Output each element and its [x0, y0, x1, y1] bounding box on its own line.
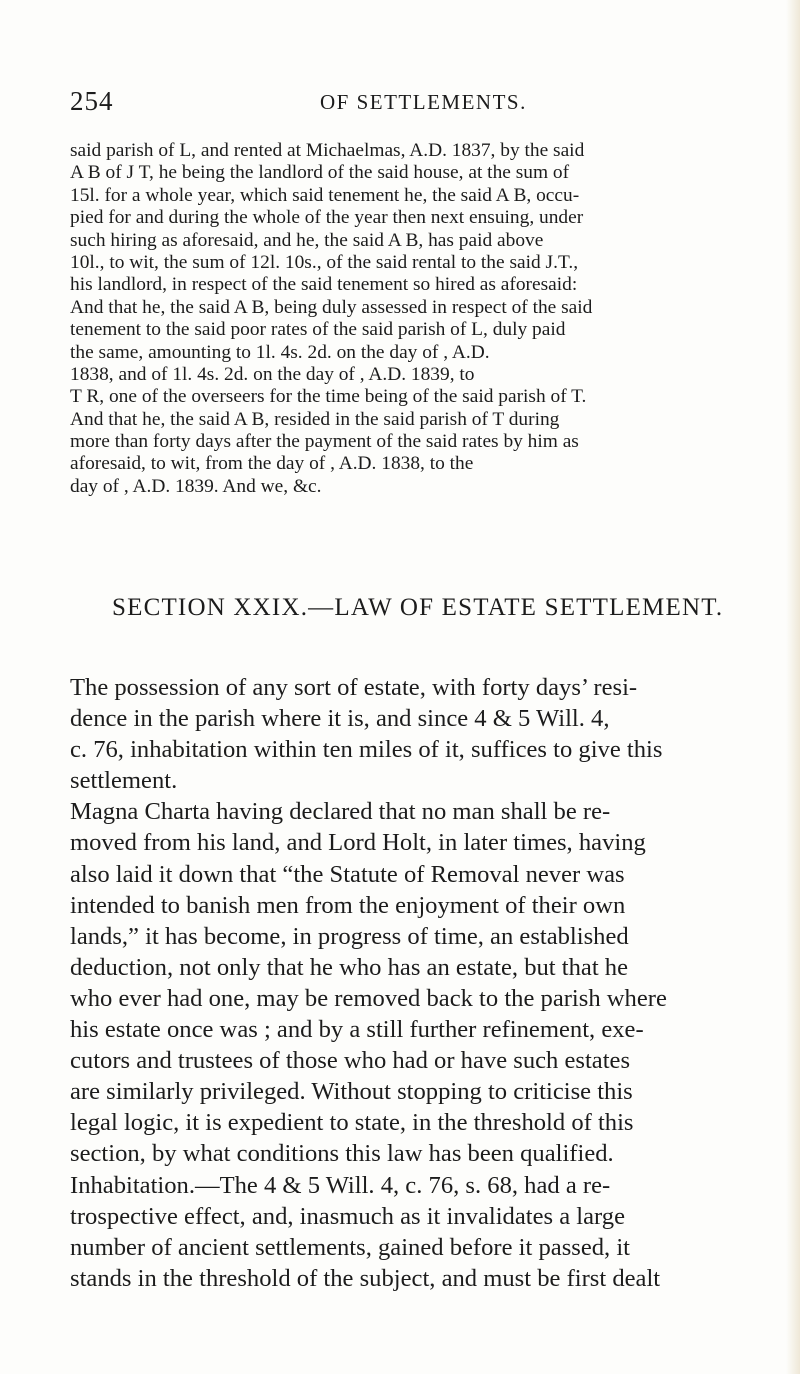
- page-header: [70, 86, 730, 122]
- form-line: T R, one of the overseers for the time being of the said parish of T.: [70, 386, 587, 408]
- page-number: 254: [70, 86, 114, 116]
- body-line: number of ancient settlements, gained before it passed, it: [70, 1233, 631, 1261]
- form-line: 15l. for a whole year, which said tenement he, the said A B, occu-: [70, 184, 580, 206]
- body-line: intended to banish men from the enjoyment of their own: [70, 891, 626, 919]
- body-line: The possession of any sort of estate, with forty days’ resi-: [70, 674, 638, 701]
- form-line: And that he, the said A B, being duly assessed in respect of the said: [70, 296, 593, 318]
- form-line: A B of J T, he being the landlord of the said house, at the sum of: [70, 162, 570, 184]
- body-line: trospective effect, and, inasmuch as it invalidates a large: [70, 1202, 625, 1230]
- body-line: section, by what conditions this law has been qualified.: [70, 1140, 614, 1168]
- body-line: legal logic, it is expedient to state, in the threshold of this: [70, 1109, 634, 1137]
- body-line: moved from his land, and Lord Holt, in later times, having: [70, 829, 646, 857]
- section-heading: SECTION XXIX.—LAW OF ESTATE SETTLEMENT.: [112, 594, 724, 621]
- body-line: his estate once was ; and by a still further refinement, exe-: [70, 1016, 644, 1044]
- body-line: dence in the parish where it is, and since 4 & 5 Will. 4,: [70, 705, 610, 733]
- body-line: Magna Charta having declared that no man shall be re-: [70, 798, 611, 826]
- form-line: 10l., to wit, the sum of 12l. 10s., of the said rental to the said J.T.,: [70, 251, 579, 273]
- form-line: 1838, and of 1l. 4s. 2d. on the day of , A.D. 1839, to: [70, 363, 475, 385]
- form-line: pied for and during the whole of the year then next ensuing, under: [70, 207, 584, 229]
- body-line: lands,” it has become, in progress of time, an established: [70, 922, 629, 950]
- form-line: more than forty days after the payment of the said rates by him as: [70, 431, 579, 453]
- body-line: Inhabitation.—The 4 & 5 Will. 4, c. 76, s. 68, had a re-: [70, 1171, 611, 1199]
- body-line: also laid it down that “the Statute of Removal never was: [70, 860, 625, 888]
- form-line: aforesaid, to wit, from the day of , A.D. 1838, to the: [70, 453, 474, 475]
- running-head: OF SETTLEMENTS.: [320, 90, 527, 114]
- form-line: And that he, the said A B, resided in the said parish of T during: [70, 408, 560, 430]
- body-line: deduction, not only that he who has an estate, but that he: [70, 953, 629, 981]
- body-line: cutors and trustees of those who had or have such estates: [70, 1047, 631, 1075]
- form-line: tenement to the said poor rates of the said parish of L, duly paid: [70, 319, 566, 341]
- body-line: c. 76, inhabitation within ten miles of it, suffices to give this: [70, 736, 663, 764]
- body-line: are similarly privileged. Without stopping to criticise this: [70, 1078, 633, 1106]
- form-line: said parish of L, and rented at Michaelmas, A.D. 1837, by the said: [70, 140, 585, 161]
- body-text-block: [70, 672, 794, 1294]
- form-text-block: [70, 140, 788, 498]
- form-line: day of , A.D. 1839. And we, &c.: [70, 475, 322, 497]
- form-line: his landlord, in respect of the said tenement so hired as aforesaid:: [70, 274, 578, 296]
- body-line: settlement.: [70, 767, 178, 795]
- form-line: such hiring as aforesaid, and he, the said A B, has paid above: [70, 229, 544, 251]
- form-line: the same, amounting to 1l. 4s. 2d. on the day of , A.D.: [70, 341, 490, 363]
- body-line: stands in the threshold of the subject, and must be first dealt: [70, 1264, 661, 1292]
- body-line: who ever had one, may be removed back to the parish where: [70, 984, 667, 1012]
